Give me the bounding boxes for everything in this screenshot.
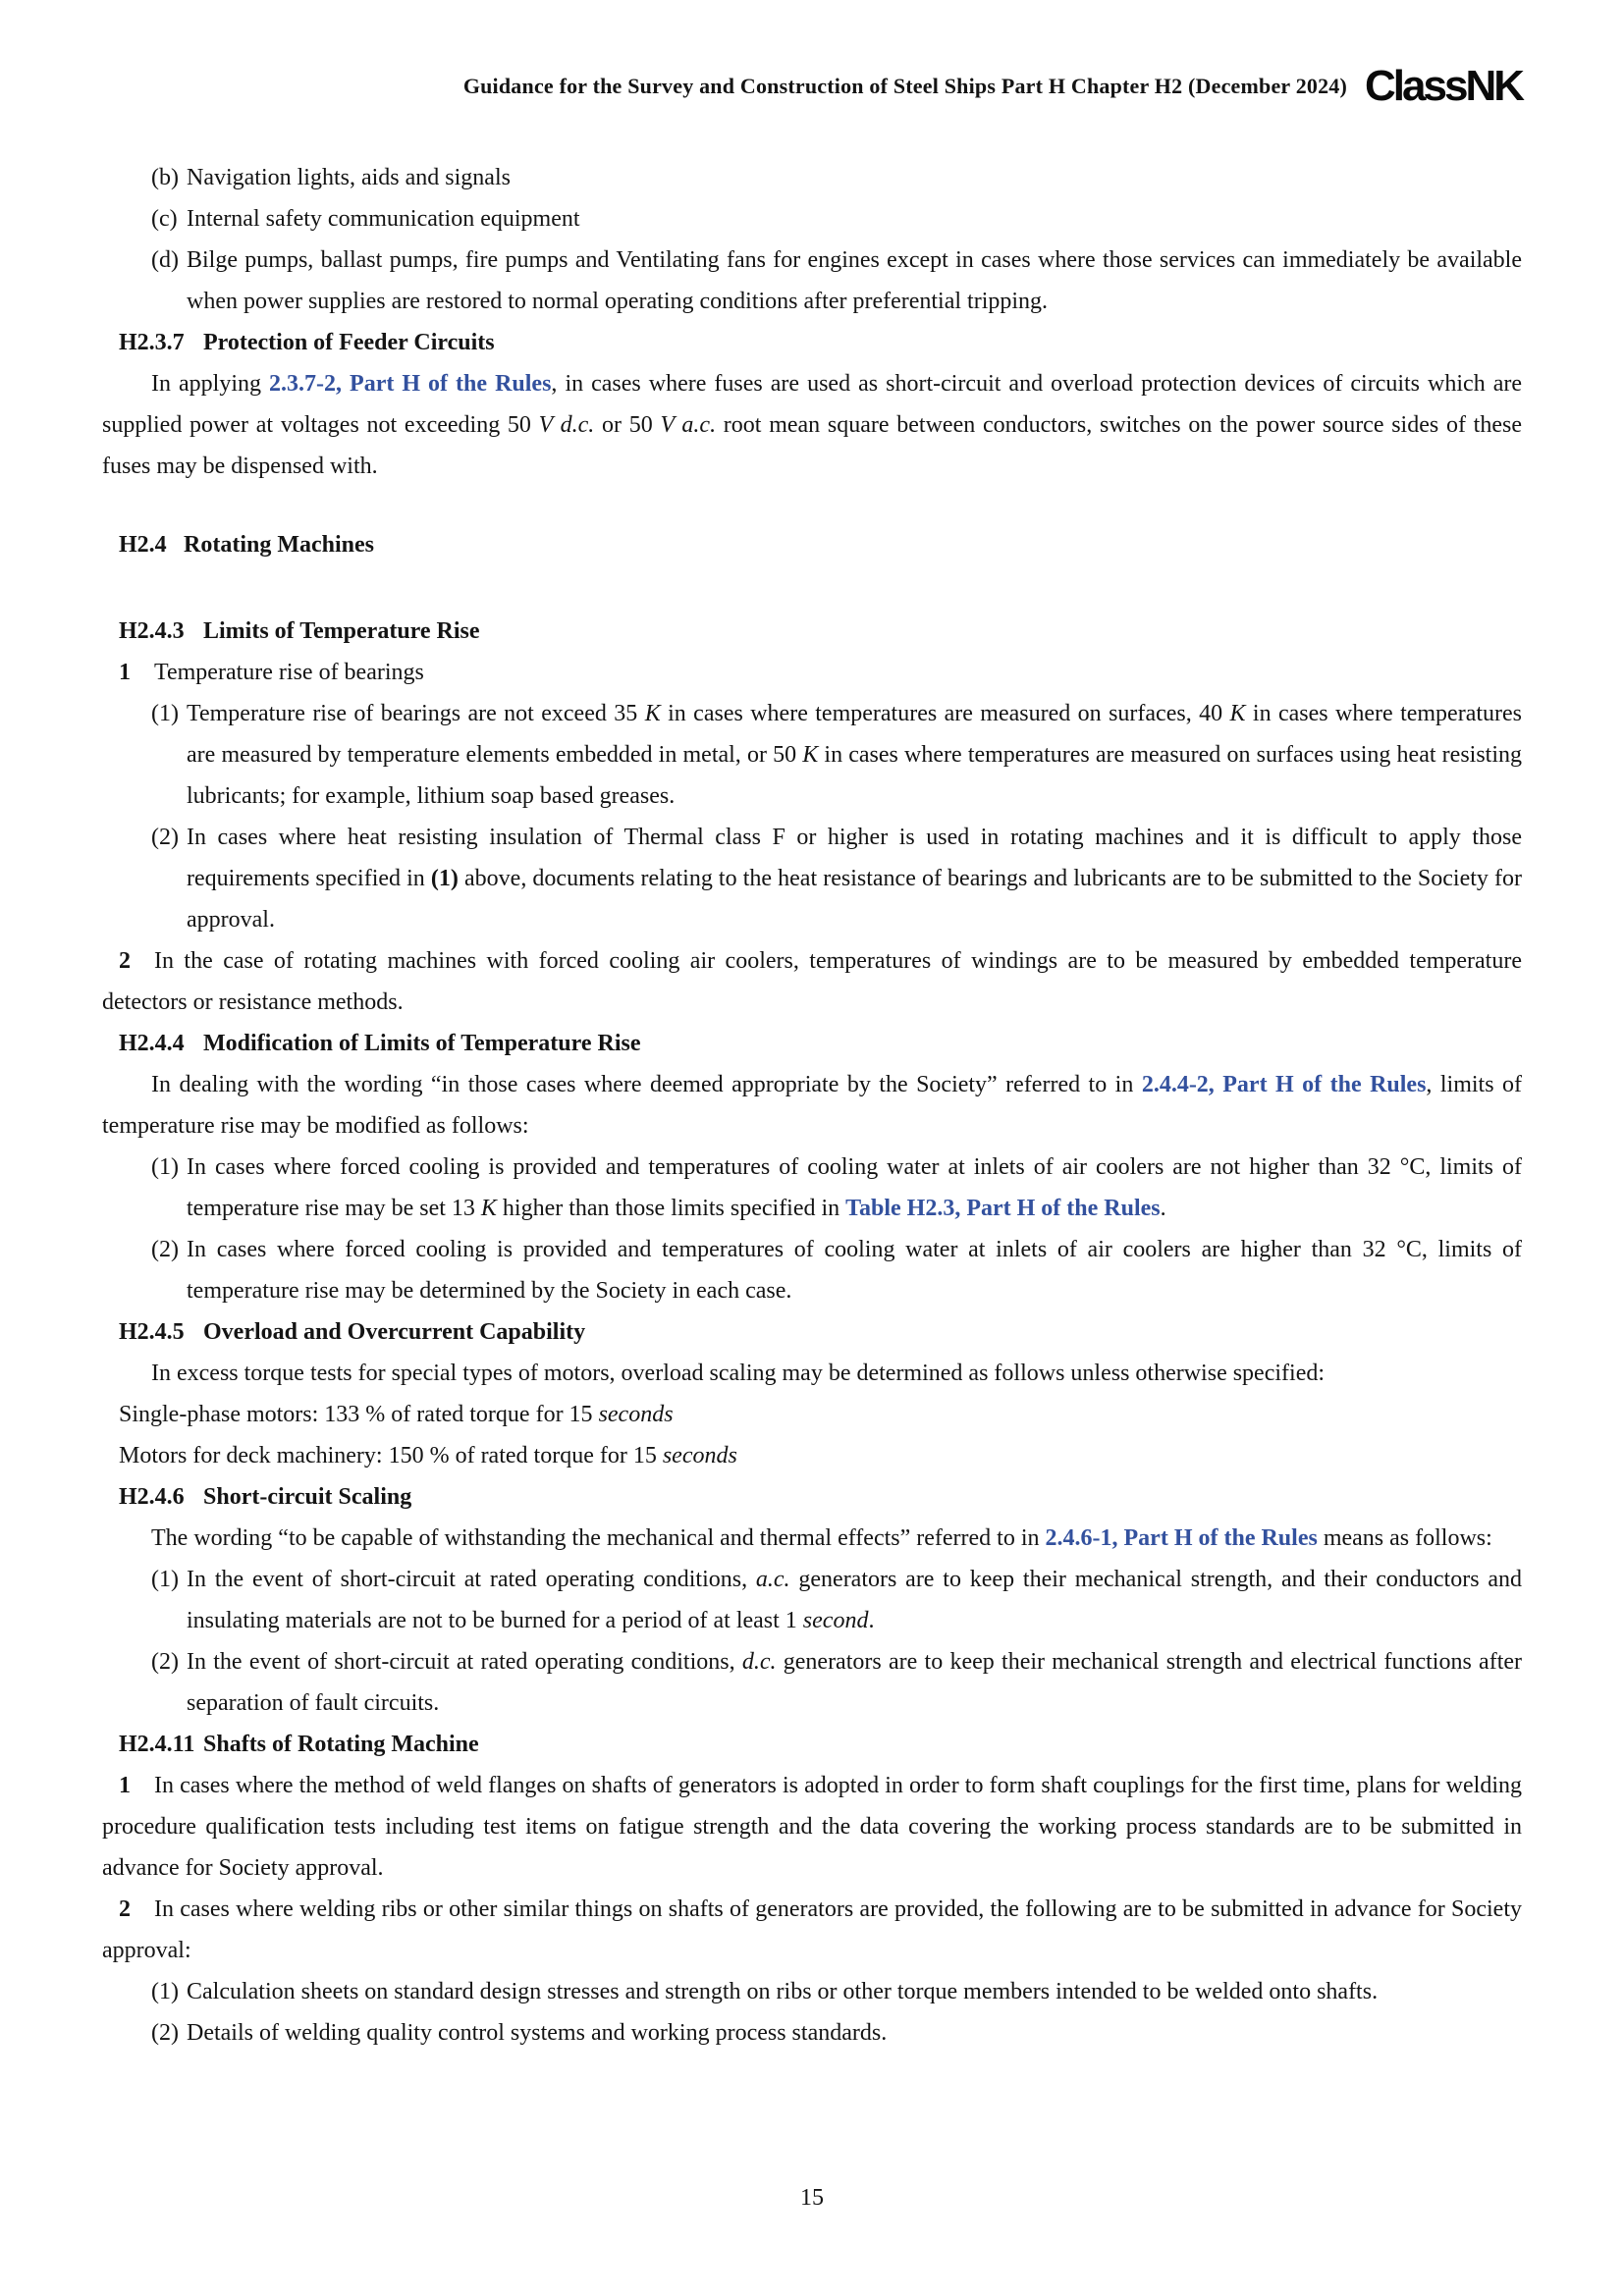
text-run: .: [1160, 1196, 1166, 1221]
list-marker: (b): [151, 165, 179, 190]
numbered-paragraph-2: [102, 1889, 1522, 1971]
numbered-paragraph-2: [102, 940, 1522, 1023]
paragraph-text: [154, 660, 424, 685]
clause-heading-h2-4-3: [102, 611, 1522, 652]
text-run: K: [802, 742, 819, 768]
clause-title: Overload and Overcurrent Capability: [203, 1319, 586, 1345]
text-run: in cases where temperatures are measured on surfaces, 40: [660, 701, 1230, 726]
list-item-c: [102, 198, 1522, 240]
text-run: In cases where forced cooling is provided and temperatures of cooling water at inlets of air coolers are not higher than 32 °C, limits of temperature rise may be set 13: [187, 1154, 1522, 1221]
clause-heading-h2-3-7: [102, 322, 1522, 363]
running-header-title: Guidance for the Survey and Construction of Steel Ships Part H Chapter H2 (December 2024): [462, 74, 1348, 98]
text-run: (1): [430, 866, 459, 891]
text-run: a.c.: [755, 1567, 790, 1592]
list-marker: (1): [151, 1979, 179, 2004]
spec-line-single-phase: [102, 1394, 1522, 1435]
paragraph: [102, 363, 1522, 487]
list-item-1: [102, 693, 1522, 817]
page-number: 15: [800, 2185, 824, 2211]
text-run: Calculation sheets on standard design stresses and strength on ribs or other torque members intended to be welded onto shafts.: [187, 1979, 1379, 2004]
list-item-1: [102, 1559, 1522, 1641]
text-run: V d.c.: [538, 412, 595, 438]
text-run: Motors for deck machinery: 150 % of rated torque for 15: [119, 1443, 663, 1468]
clause-number: H2.4.4: [119, 1031, 185, 1056]
text-run: , limits of temperature rise may be modified as follows:: [102, 1072, 1522, 1139]
text-run: In cases where welding ribs or other similar things on shafts of generators are provided, the following are to be submitted in advance for Society approval:: [102, 1896, 1522, 1963]
text-run: generators are to keep their mechanical strength, and their conductors and insulating materials are not to be burned for a period of at least 1: [187, 1567, 1523, 1633]
clause-heading-h2-4-11: [102, 1724, 1522, 1765]
text-run: above, documents relating to the heat resistance of bearings and lubricants are to be submitted to the Society for approval.: [187, 866, 1523, 933]
clause-number: H2.3.7: [119, 330, 185, 355]
list-text: [187, 2020, 887, 2046]
list-item-2: [102, 1229, 1522, 1311]
text-run: Bilge pumps, ballast pumps, fire pumps and Ventilating fans for engines except in cases where those services can immediately be available when power supplies are restored to normal operating conditions after preferential tripping.: [187, 247, 1522, 314]
list-marker: (d): [151, 247, 179, 273]
list-marker: (2): [151, 1237, 179, 1262]
text-run: In excess torque tests for special types of motors, overload scaling may be determined as follows unless otherwise specified:: [151, 1361, 1326, 1386]
numbered-paragraph-1: [102, 652, 1522, 693]
clause-number: H2.4.6: [119, 1484, 185, 1510]
text-run: seconds: [662, 1443, 737, 1468]
rule-reference-link[interactable]: 2.4.4-2, Part H of the Rules: [1141, 1072, 1427, 1097]
paragraph-number: 1: [119, 1773, 131, 1798]
list-marker: (2): [151, 825, 179, 850]
text-run: second: [802, 1608, 869, 1633]
list-item-2: [102, 817, 1522, 940]
text-run: The wording “to be capable of withstanding the mechanical and thermal effects” referred to in: [151, 1525, 1046, 1551]
text-run: d.c.: [741, 1649, 777, 1675]
paragraph-number: 2: [119, 1896, 131, 1922]
paragraph-text: [102, 1773, 1522, 1881]
section-heading-h2-4: [102, 524, 1522, 565]
text-run: V a.c.: [660, 412, 717, 438]
clause-number: H2.4.3: [119, 618, 185, 644]
text-run: seconds: [598, 1402, 674, 1427]
paragraph-number: 2: [119, 948, 131, 974]
paragraph-text: [102, 1896, 1522, 1963]
paragraph: [102, 1064, 1522, 1147]
list-text: [187, 1979, 1378, 2004]
clause-title: Protection of Feeder Circuits: [203, 330, 495, 355]
text-run: means as follows:: [1317, 1525, 1492, 1551]
text-run: in cases where temperatures are measured on surfaces using heat resisting lubricants; for example, lithium soap based greases.: [187, 742, 1522, 809]
text-run: Navigation lights, aids and signals: [187, 165, 511, 190]
clause-title: Limits of Temperature Rise: [203, 618, 480, 644]
list-text: [187, 1649, 1522, 1716]
text-run: generators are to keep their mechanical strength and electrical functions after separation of fault circuits.: [187, 1649, 1523, 1716]
list-marker: (1): [151, 1567, 179, 1592]
paragraph: [102, 1353, 1522, 1394]
list-text: [187, 165, 511, 190]
rule-reference-link[interactable]: 2.3.7-2, Part H of the Rules: [269, 371, 552, 397]
text-run: Temperature rise of bearings: [154, 660, 424, 685]
list-text: [187, 1154, 1522, 1221]
text-run: In the case of rotating machines with forced cooling air coolers, temperatures of windings are to be measured by embedded temperature detectors or resistance methods.: [102, 948, 1522, 1015]
list-text: [187, 701, 1522, 809]
text-run: Single-phase motors: 133 % of rated torque for 15: [119, 1402, 599, 1427]
numbered-paragraph-1: [102, 1765, 1522, 1889]
text-run: K: [1229, 701, 1246, 726]
text-run: in cases where temperatures are measured by temperature elements embedded in metal, or 50: [187, 701, 1523, 768]
text-run: K: [644, 701, 661, 726]
text-run: .: [868, 1608, 875, 1633]
clause-number: H2.4.11: [119, 1732, 195, 1757]
list-item-d: [102, 240, 1522, 322]
list-item-b: [102, 157, 1522, 198]
list-item-2: [102, 1641, 1522, 1724]
clause-heading-h2-4-5: [102, 1311, 1522, 1353]
clause-heading-h2-4-4: [102, 1023, 1522, 1064]
text-run: root mean square between conductors, switches on the power source sides of these fuses may be dispensed with.: [102, 412, 1522, 479]
clause-number: H2.4.5: [119, 1319, 185, 1345]
page-header: [0, 62, 1522, 110]
section-title: Rotating Machines: [184, 532, 374, 558]
list-marker: (2): [151, 1649, 179, 1675]
text-run: Temperature rise of bearings are not exceed 35: [187, 701, 645, 726]
list-text: [187, 1237, 1522, 1304]
document-body: [102, 157, 1522, 2054]
text-run: In the event of short-circuit at rated operating conditions,: [187, 1649, 742, 1675]
text-run: or 50: [594, 412, 661, 438]
text-run: In cases where the method of weld flanges on shafts of generators is adopted in order to form shaft couplings for the first time, plans for welding procedure qualification tests including test items on fatigue strength and the data covering the working process standards are to be submitted in advance for Society approval.: [102, 1773, 1522, 1881]
list-text: [187, 825, 1522, 933]
text-run: In cases where forced cooling is provided and temperatures of cooling water at inlets of air coolers are higher than 32 °C, limits of temperature rise may be determined by the Society in each case.: [187, 1237, 1522, 1304]
list-item-1: [102, 1971, 1522, 2012]
spec-line-deck-machinery: [102, 1435, 1522, 1476]
list-item-2: [102, 2012, 1522, 2054]
text-run: Details of welding quality control systems and working process standards.: [187, 2020, 888, 2046]
classnk-logo: ClassNK: [1365, 62, 1522, 110]
rule-reference-link[interactable]: 2.4.6-1, Part H of the Rules: [1045, 1525, 1318, 1551]
list-marker: (2): [151, 2020, 179, 2046]
list-text: [187, 1567, 1522, 1633]
list-marker: (1): [151, 1154, 179, 1180]
list-item-1: [102, 1147, 1522, 1229]
list-marker: (c): [151, 206, 178, 232]
paragraph: [102, 1518, 1522, 1559]
clause-title: Shafts of Rotating Machine: [203, 1732, 479, 1757]
text-run: In the event of short-circuit at rated operating conditions,: [187, 1567, 756, 1592]
clause-title: Modification of Limits of Temperature Rise: [203, 1031, 641, 1056]
section-number: H2.4: [119, 532, 167, 558]
list-text: [187, 206, 580, 232]
paragraph-text: [102, 948, 1522, 1015]
list-marker: (1): [151, 701, 179, 726]
text-run: Internal safety communication equipment: [187, 206, 580, 232]
text-run: In applying: [151, 371, 270, 397]
text-run: , in cases where fuses are used as short-circuit and overload protection devices of circuits which are supplied power at voltages not exceeding 50: [102, 371, 1523, 438]
text-run: higher than those limits specified in: [496, 1196, 846, 1221]
text-run: In cases where heat resisting insulation of Thermal class F or higher is used in rotating machines and it is difficult to apply those requirements specified in: [187, 825, 1522, 891]
clause-heading-h2-4-6: [102, 1476, 1522, 1518]
text-run: K: [480, 1196, 497, 1221]
text-run: In dealing with the wording “in those cases where deemed appropriate by the Society” referred to in: [151, 1072, 1142, 1097]
clause-title: Short-circuit Scaling: [203, 1484, 412, 1510]
rule-reference-link[interactable]: Table H2.3, Part H of the Rules: [845, 1196, 1161, 1221]
paragraph-number: 1: [119, 660, 131, 685]
list-text: [187, 247, 1522, 314]
